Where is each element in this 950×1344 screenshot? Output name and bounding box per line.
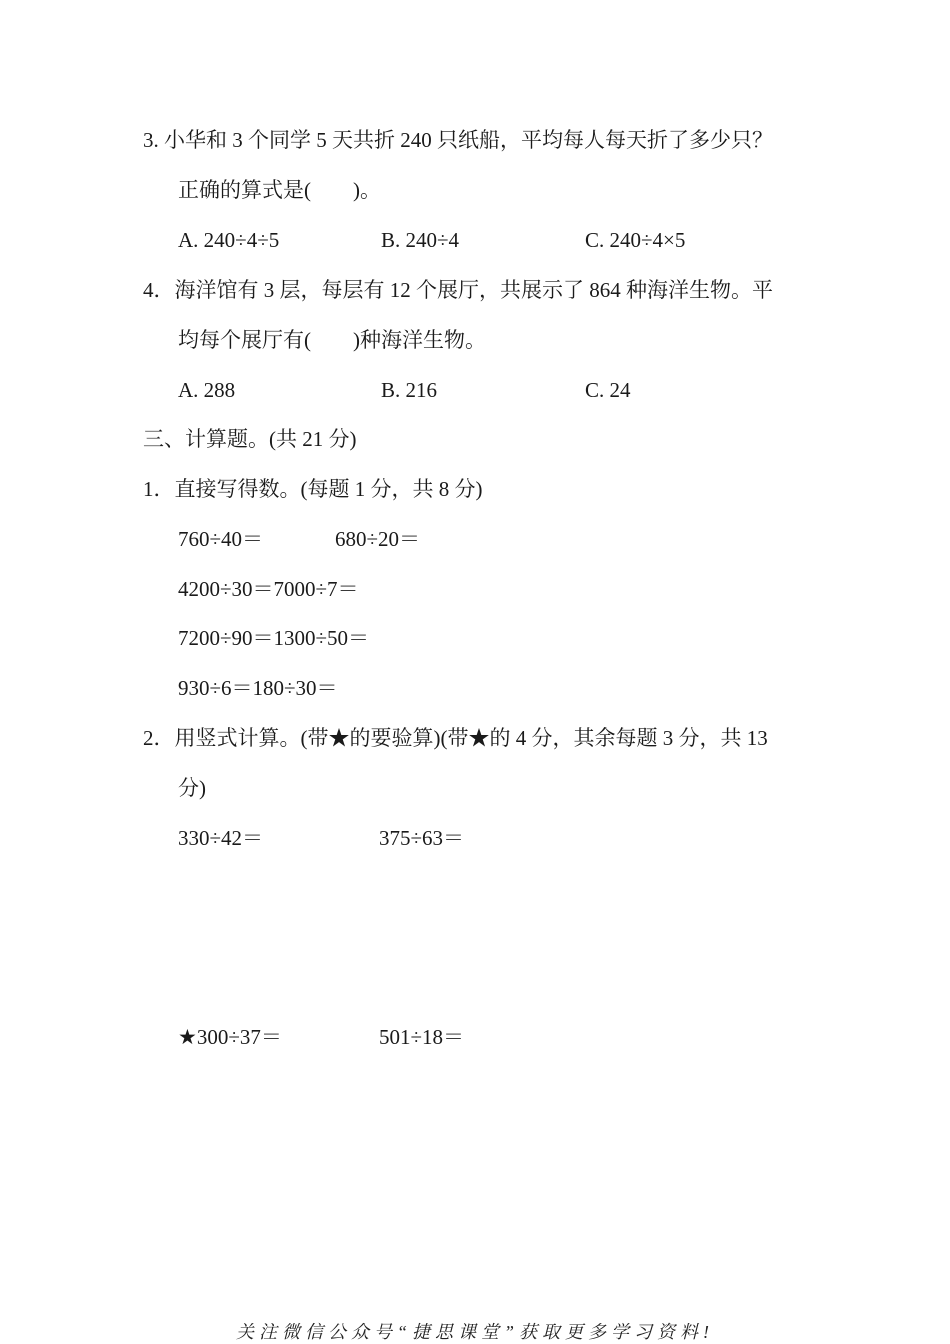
calc1-r2: 4200÷30＝7000÷7＝ <box>178 577 359 601</box>
calc2-title-line1: 2．用竖式计算。(带★的要验算)(带★的 4 分，其余每题 3 分，共 13 <box>143 726 768 750</box>
calc2-r2-b: 501÷18＝ <box>379 1025 465 1049</box>
footer-note: 关注微信公众号“捷思课堂”获取更多学习资料! <box>235 1322 714 1342</box>
section3-title: 三、计算题。(共 21 分) <box>143 427 357 451</box>
calc2-title-line2: 分) <box>178 776 206 800</box>
q3-option-b: B. 240÷4 <box>381 228 460 252</box>
calc2-r1-b: 375÷63＝ <box>379 826 465 850</box>
calc2-r1-a: 330÷42＝ <box>178 826 264 850</box>
q4-line1: 4．海洋馆有 3 层，每层有 12 个展厅，共展示了 864 种海洋生物。平 <box>143 278 773 302</box>
calc1-title: 1．直接写得数。(每题 1 分，共 8 分) <box>143 477 483 501</box>
calc1-r3: 7200÷90＝1300÷50＝ <box>178 626 370 650</box>
q4-option-c: C. 24 <box>585 378 631 402</box>
calc1-r4: 930÷6＝180÷30＝ <box>178 676 338 700</box>
q3-option-c: C. 240÷4×5 <box>585 228 686 252</box>
calc1-r1-a: 760÷40＝ <box>178 527 264 551</box>
q3-line1: 3. 小华和 3 个同学 5 天共折 240 只纸船，平均每人每天折了多少只？ <box>143 128 773 152</box>
q3-option-a: A. 240÷4÷5 <box>178 228 280 252</box>
q4-option-a: A. 288 <box>178 378 236 402</box>
q4-option-b: B. 216 <box>381 378 438 402</box>
q3-line2: 正确的算式是( )。 <box>178 178 381 202</box>
q4-line2: 均每个展厅有( )种海洋生物。 <box>178 328 486 352</box>
calc1-r1-b: 680÷20＝ <box>335 527 421 551</box>
calc2-r2-a: ★300÷37＝ <box>178 1025 282 1049</box>
